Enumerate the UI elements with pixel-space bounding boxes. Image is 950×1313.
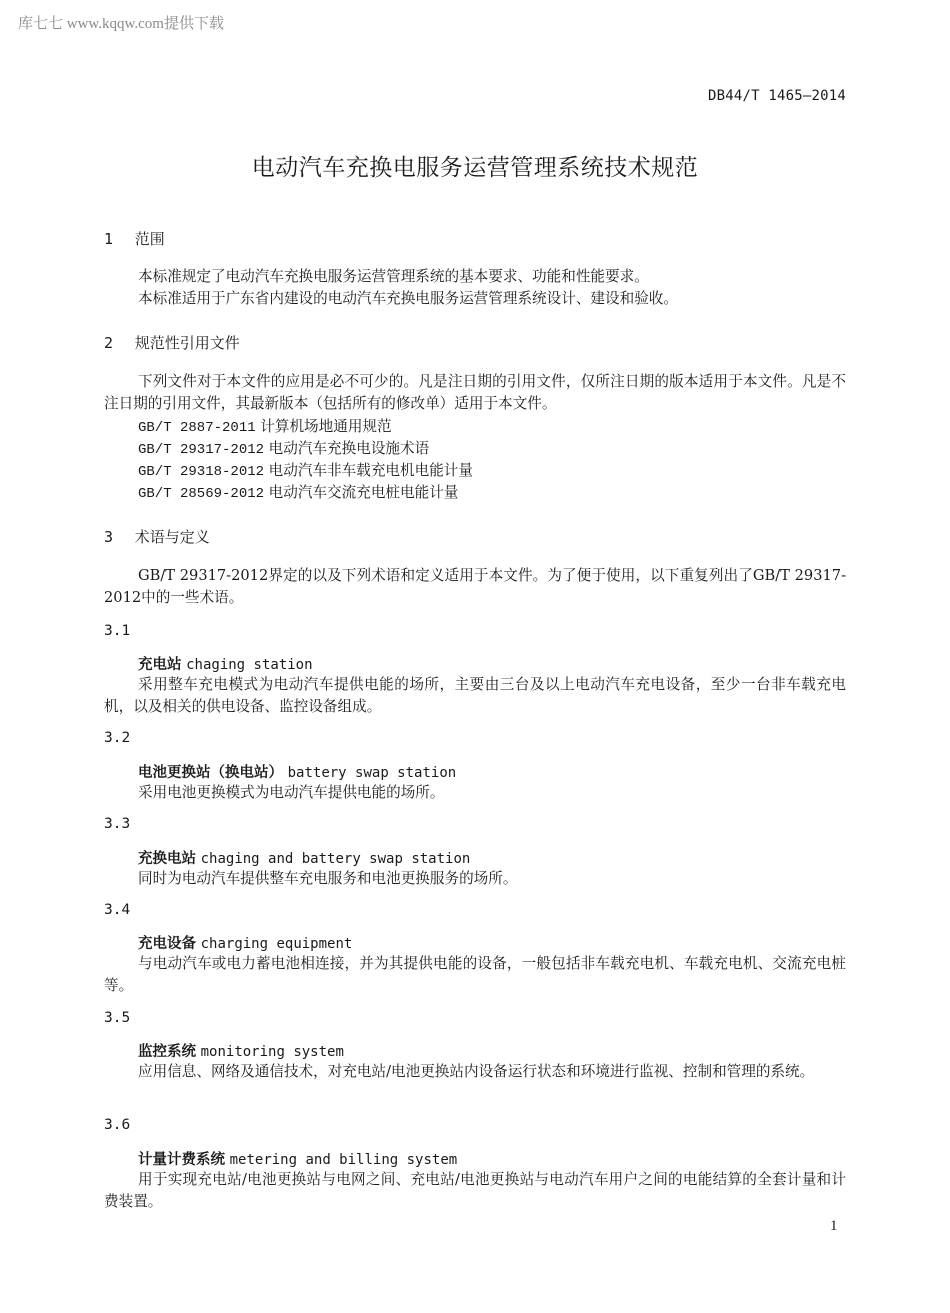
term-en: chaging station [186, 657, 313, 673]
term-en: chaging and battery swap station [200, 851, 471, 867]
section-heading [104, 332, 240, 353]
term-zh: 充换电站 [138, 851, 196, 867]
term-definition: 采用电池更换模式为电动汽车提供电能的场所。 [138, 784, 445, 801]
term-title [138, 932, 352, 953]
term-zh: 充电站 [138, 657, 182, 673]
section-number: 3 [104, 528, 114, 546]
reference-item [138, 415, 392, 436]
term-en: metering and billing system [229, 1152, 458, 1168]
term-zh: 电池更换站（换电站） [138, 765, 283, 781]
term-title [138, 653, 313, 674]
term-definition: 用于实现充电站/电池更换站与电网之间、充电站/电池更换站与电动汽车用户之间的电能结算的全套计量和计费装置。 [104, 1171, 846, 1210]
term-number: 3.5 [104, 1010, 131, 1026]
term-number: 3.4 [104, 902, 131, 918]
section-title: 术语与定义 [134, 528, 210, 546]
term-title [138, 761, 456, 782]
reference-item [138, 459, 473, 480]
reference-name: 电动汽车非车载充电机电能计量 [268, 462, 473, 479]
paragraph: GB/T 29317-2012界定的以及下列术语和定义适用于本文件。为了便于使用，以下重复列出了GB/T 29317-2012中的一些术语。 [104, 567, 846, 606]
document-number: DB44/T 1465—2014 [707, 88, 846, 104]
term-definition: 与电动汽车或电力蓄电池相连接，并为其提供电能的设备，一般包括非车载充电机、车载充电机、交流充电桩等。 [104, 955, 846, 994]
reference-name: 计算机场地通用规范 [260, 418, 392, 435]
term-definition: 同时为电动汽车提供整车充电服务和电池更换服务的场所。 [138, 870, 518, 887]
term-zh: 充电设备 [138, 936, 196, 952]
paragraph: 下列文件对于本文件的应用是必不可少的。凡是注日期的引用文件，仅所注日期的版本适用于本文件。凡是不注日期的引用文件，其最新版本（包括所有的修改单）适用于本文件。 [104, 373, 846, 412]
term-number: 3.3 [104, 816, 131, 832]
section-heading [104, 228, 165, 249]
term-zh: 监控系统 [138, 1044, 196, 1060]
section-number: 1 [104, 230, 114, 248]
term-en: battery swap station [287, 765, 457, 781]
paragraph: 本标准适用于广东省内建设的电动汽车充换电服务运营管理系统设计、建设和验收。 [138, 290, 678, 307]
term-number: 3.6 [104, 1117, 131, 1133]
term-en: charging equipment [200, 936, 353, 952]
reference-item [138, 437, 429, 458]
section-number: 2 [104, 334, 114, 352]
term-number: 3.2 [104, 730, 131, 746]
reference-code: GB/T 2887-2011 [138, 420, 256, 436]
document-title: 电动汽车充换电服务运营管理系统技术规范 [251, 155, 699, 181]
reference-code: GB/T 29317-2012 [138, 442, 265, 458]
page-number: 1 [830, 1218, 838, 1234]
term-definition: 应用信息、网络及通信技术，对充电站/电池更换站内设备运行状态和环境进行监视、控制和管理的系统。 [138, 1063, 815, 1080]
reference-name: 电动汽车交流充电桩电能计量 [268, 484, 459, 501]
watermark: 库七七 www.kqqw.com提供下载 [18, 16, 224, 32]
section-heading [104, 526, 210, 547]
term-title [138, 847, 470, 868]
term-zh: 计量计费系统 [138, 1152, 225, 1168]
section-title: 范围 [134, 230, 165, 248]
term-title [138, 1148, 457, 1169]
paragraph: 本标准规定了电动汽车充换电服务运营管理系统的基本要求、功能和性能要求。 [138, 268, 649, 285]
section-title: 规范性引用文件 [134, 334, 240, 352]
term-title [138, 1040, 344, 1061]
reference-name: 电动汽车充换电设施术语 [268, 440, 430, 457]
reference-code: GB/T 28569-2012 [138, 486, 265, 502]
term-definition: 采用整车充电模式为电动汽车提供电能的场所，主要由三台及以上电动汽车充电设备，至少一台非车载充电机，以及相关的供电设备、监控设备组成。 [104, 676, 846, 715]
reference-code: GB/T 29318-2012 [138, 464, 265, 480]
reference-item [138, 481, 458, 502]
term-en: monitoring system [200, 1044, 344, 1060]
term-number: 3.1 [104, 623, 131, 639]
